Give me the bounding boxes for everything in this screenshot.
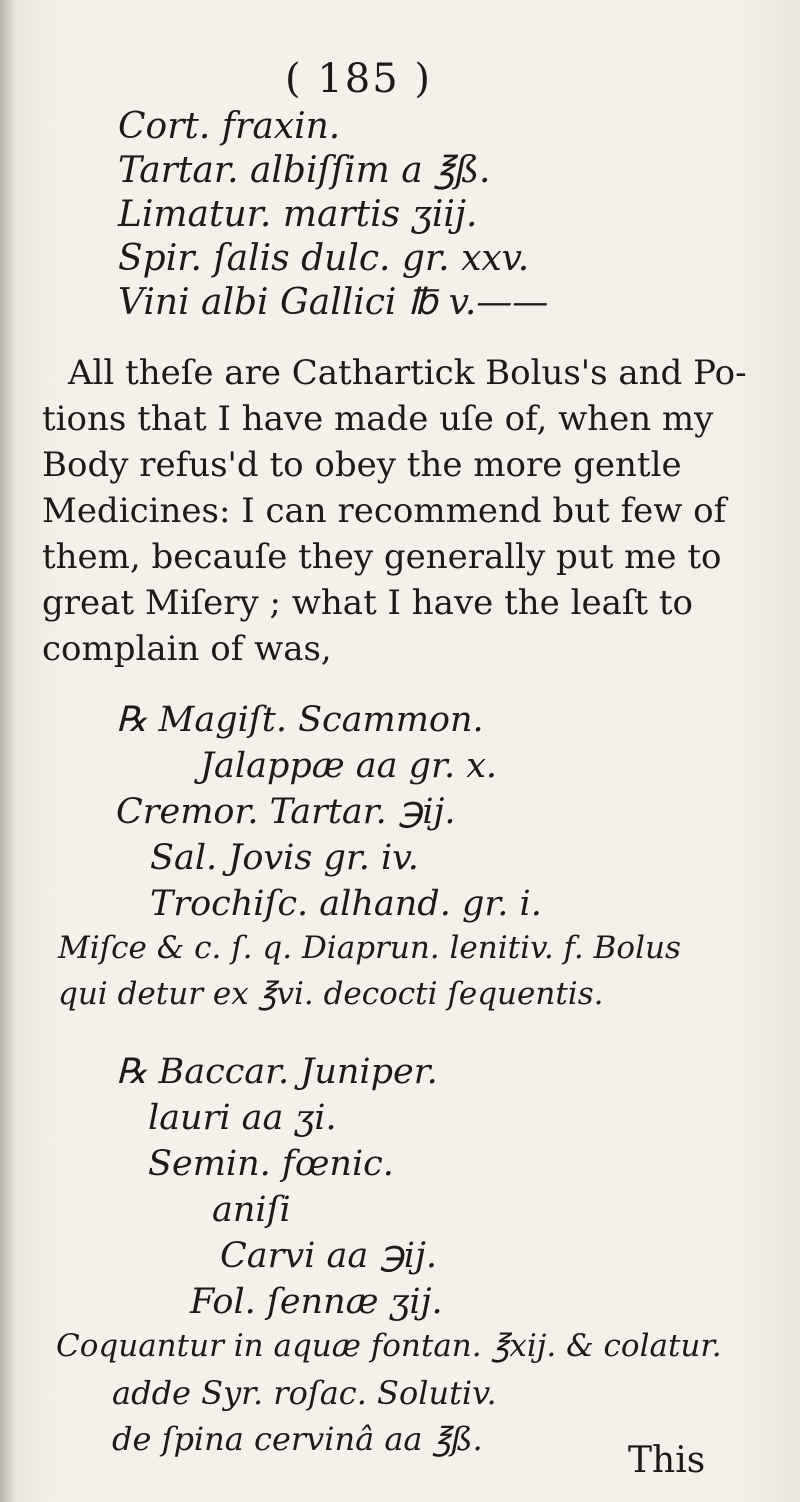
formula-line: Limatur. martis ʒiij. [118,194,478,235]
formula-line: Carvi aa ℈ij. [220,1236,437,1276]
formula-line: Vini albi Gallici ℔ v.—— [118,282,549,323]
formula-line: de ſpina cervinâ aa ℥ß. [112,1420,483,1458]
formula-line: Miſce & c. ſ. q. Diaprun. lenitiv. f. Bolus [58,930,681,966]
page-number: ( 185 ) [285,56,432,102]
page-gutter-shadow [0,0,14,1502]
paragraph-line: Body refus'd to obey the more gentle [42,445,682,485]
formula-line: qui detur ex ℥vi. decocti ſequentis. [58,976,604,1012]
formula-line: Coquantur in aquæ fontan. ℥xij. & colatur. [56,1328,722,1364]
formula-line: Fol. ſennæ ʒij. [190,1282,443,1322]
paragraph-line: tions that I have made uſe of, when my [42,399,714,439]
formula-line: ℞ Baccar. Juniper. [116,1052,438,1092]
formula-line: Semin. fœnic. [148,1144,394,1184]
paragraph-line: Medicines: I can recommend but few of [42,491,727,531]
formula-line: Cremor. Tartar. ℈ij. [116,792,456,832]
formula-line: Cort. fraxin. [118,106,341,147]
formula-line: lauri aa ʒi. [148,1098,337,1138]
paragraph-line: great Miſery ; what I have the leaſt to [42,583,694,623]
formula-line: ℞ Magiſt. Scammon. [116,700,484,740]
formula-line: aniſi [212,1190,291,1230]
formula-line: Trochiſc. alhand. gr. i. [150,884,542,924]
formula-line: Sal. Jovis gr. iv. [150,838,419,878]
formula-line: Tartar. albiſſim a ℥ß. [118,150,491,191]
paragraph-line: them, becauſe they generally put me to [42,537,722,577]
formula-line: Spir. ſalis dulc. gr. xxv. [118,238,530,279]
paragraph-line: complain of was, [42,629,332,669]
formula-line: Jalappæ aa gr. x. [200,746,498,786]
formula-line: adde Syr. roſac. Solutiv. [112,1374,497,1412]
catchword: This [628,1440,706,1481]
paragraph-line: All theſe are Cathartick Bolus's and Po- [68,353,747,393]
